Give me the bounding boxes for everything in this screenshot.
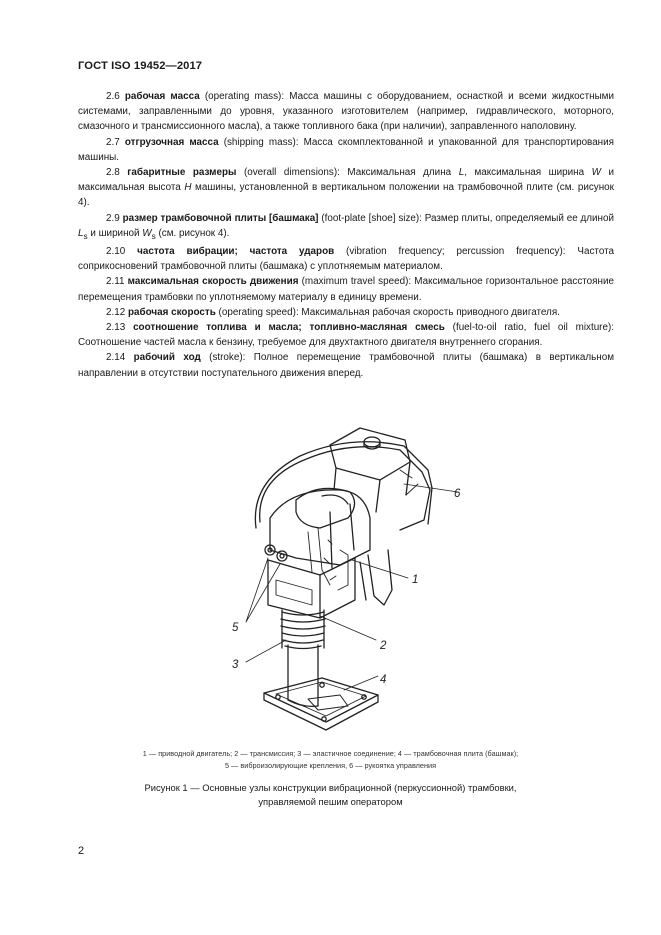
- callout-1: 1: [412, 574, 419, 586]
- term: рабочая масса: [124, 91, 200, 102]
- definition-2-9: [78, 211, 614, 244]
- definition-2-14: [78, 350, 614, 380]
- definition-2-11: [78, 274, 614, 304]
- legend-line: 5 — виброизолирующие крепления, 6 — рукоятка управления: [224, 760, 437, 770]
- figure-legend: [60, 748, 601, 771]
- caption-line: управляемой пешим оператором: [258, 795, 403, 807]
- definition-text: (overall dimensions): Максимальная длина: [236, 167, 459, 179]
- definition-text: машины, установленной в вертикальном положении на трамбовочной плите (см. рисунок 4).: [78, 182, 614, 209]
- definition-text: , максимальная ширина: [464, 167, 592, 179]
- clause-number: 2.11: [106, 276, 125, 288]
- definition-text: (fuel-to-oil ratio, fuel oil mixture): Соотношение частей масла к бензину, требуемое для двухтактного двигателя внутреннего сгорания.: [78, 322, 614, 349]
- symbol-shoe-length: L: [78, 227, 84, 239]
- rammer-drawing: [200, 400, 500, 740]
- definition-2-12: [78, 305, 614, 320]
- term: размер трамбовочной плиты [башмака]: [122, 212, 319, 224]
- document-header: ГОСТ ISO 19452—2017: [78, 60, 203, 72]
- definition-text: (operating mass): Масса машины с оборудованием, оснасткой и всеми жидкостными системами, заправленными до уровня, указанного изготовителем (например, гидравлического, моторного, смазочного и трансмиссионного масла), а также топливного бака (при наличии), заправленного наполовину.: [78, 91, 614, 133]
- subscript: s: [83, 231, 88, 241]
- symbol-length: L: [458, 167, 465, 179]
- definition-text: (vibration frequency; percussion frequency): Частота соприкосновений трамбовочной плиты (башмака) с уплотняемым материалом.: [78, 246, 614, 273]
- definitions-section: [78, 89, 614, 381]
- definition-text: (shipping mass): Масса скомплектованной и упакованной для транспортирования машины.: [78, 136, 615, 163]
- term: рабочий ход: [133, 352, 201, 364]
- symbol-height: H: [184, 182, 192, 194]
- fuel-tank: [330, 428, 410, 480]
- symbol-shoe-width: W: [142, 227, 152, 239]
- clause-number: 2.10: [106, 246, 126, 257]
- clause-number: 2.6: [106, 91, 120, 102]
- callout-3: 3: [232, 659, 239, 671]
- caption-line: Рисунок 1 — Основные узлы конструкции вибрационной (перкуссионной) трамбовки,: [144, 782, 517, 793]
- legend-line: 1 — приводной двигатель; 2 — трансмиссия; 3 — эластичное соединение; 4 — трамбовочная плита (башмак);: [142, 749, 519, 758]
- definition-text: (operating speed): Максимальная рабочая скорость приводного двигателя.: [215, 306, 560, 318]
- clause-number: 2.9: [106, 212, 120, 224]
- definition-2-8: [78, 165, 614, 211]
- clause-number: 2.13: [106, 322, 126, 334]
- definition-text: (maximum travel speed): Максимальное горизонтальное расстояние перемещения трамбовки по уплотняемому материалу в единицу времени.: [78, 276, 614, 303]
- definition-text: (stroke): Полное перемещение трамбовочной плиты (башмака) в вертикальном направлении в отсутствии поступательного движения вперед.: [78, 352, 614, 379]
- term: габаритные размеры: [127, 167, 237, 179]
- figure-caption: [60, 781, 601, 808]
- clause-number: 2.8: [106, 167, 120, 179]
- definition-text: (foot-plate [shoe] size): Размер плиты, определяемый ее длиной: [318, 212, 615, 224]
- clause-number: 2.12: [106, 306, 126, 318]
- page-number: 2: [78, 845, 85, 857]
- term: рабочая скорость: [127, 306, 216, 318]
- symbol-width: W: [591, 167, 601, 179]
- callout-4: 4: [380, 674, 387, 686]
- definition-text: (см. рисунок 4).: [155, 227, 230, 239]
- clause-number: 2.14: [106, 352, 126, 364]
- definition-text: и шириной: [87, 227, 143, 239]
- term: максимальная скорость движения: [127, 276, 299, 288]
- ram-tube: [288, 645, 318, 706]
- term: соотношение топлива и масла; топливно-масляная смесь: [133, 322, 445, 334]
- definition-2-10: [78, 244, 614, 274]
- term: отгрузочная масса: [124, 136, 219, 148]
- subscript: s: [151, 231, 156, 241]
- definition-2-13: [78, 320, 614, 350]
- callout-2: 2: [380, 640, 387, 652]
- term: частота вибрации; частота ударов: [137, 246, 335, 257]
- clause-number: 2.7: [106, 136, 120, 148]
- definition-2-6: [78, 89, 614, 135]
- definition-2-7: [78, 135, 614, 165]
- definition-text: и максимальная высота: [78, 167, 614, 194]
- foot-plate: [264, 678, 378, 722]
- callout-5: 5: [232, 622, 239, 634]
- callout-6: 6: [454, 488, 461, 500]
